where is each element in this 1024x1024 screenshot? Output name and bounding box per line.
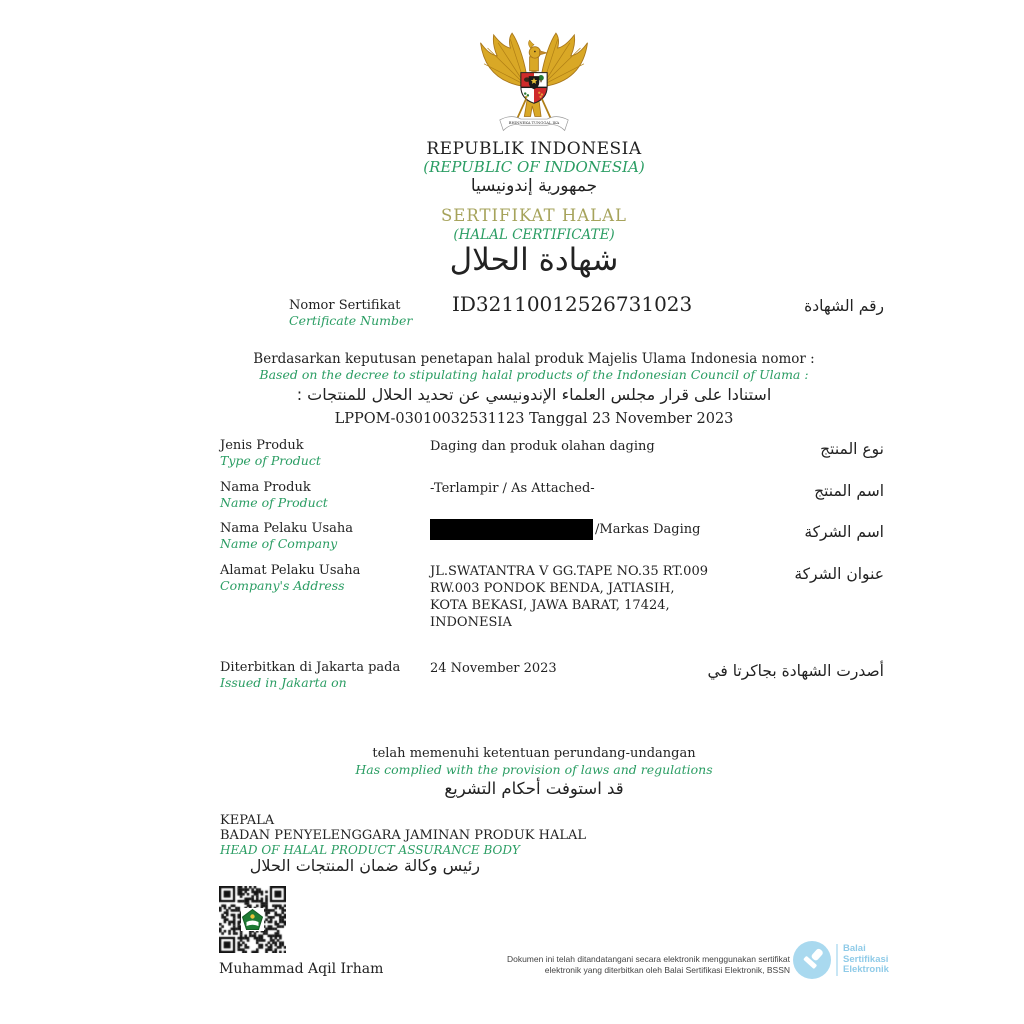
- signatory-name: Muhammad Aqil Irham: [219, 961, 384, 977]
- field-label-ar: اسم المنتج: [814, 482, 884, 500]
- field-value: 24 November 2023: [430, 661, 557, 676]
- logo-word-2: Sertifikasi: [843, 953, 889, 965]
- field-label-en: Type of Product: [220, 453, 321, 468]
- decree-reference: LPPOM-03010032531123 Tanggal 23 November 2023: [334, 411, 734, 427]
- certificate-number-label: [289, 298, 412, 328]
- signatory-title: KEPALA: [220, 813, 275, 828]
- field-label-id: Nama Pelaku Usaha: [220, 521, 353, 536]
- redaction-box: [430, 519, 593, 540]
- certificate-number-label-en: Certificate Number: [289, 313, 413, 328]
- field-value: JL.SWATANTRA V GG.TAPE NO.35 RT.009 RW.003 PONDOK BENDA, JATIASIH, KOTA BEKASI, JAWA BARAT, 17424, INDONESIA: [430, 564, 708, 630]
- field-label-id: Diterbitkan di Jakarta pada: [220, 660, 401, 675]
- compliance-block: [44, 746, 1024, 801]
- bsre-stamp-icon: [793, 941, 831, 979]
- kemenag-logo-icon: [241, 908, 264, 931]
- logo-word-1: Balai: [843, 943, 866, 954]
- field-label-ar: اسم الشركة: [804, 523, 884, 541]
- field-label-id: Jenis Produk: [220, 438, 304, 453]
- disclaimer-line-2: elektronik yang diterbitkan oleh Balai Sertifikasi Elektronik, BSSN: [544, 965, 790, 975]
- field-label-en: Issued in Jakarta on: [220, 675, 347, 690]
- electronic-signature-disclaimer: [507, 954, 790, 976]
- country-name-id: REPUBLIK INDONESIA: [426, 139, 642, 159]
- certificate-number-label-id: Nomor Sertifikat: [289, 298, 401, 313]
- signatory-body-ar: رئيس وكالة ضمان المنتجات الحلال: [249, 856, 480, 875]
- signatory-block: [220, 814, 586, 857]
- field-label-ar: أصدرت الشهادة بجاكرتا في: [707, 662, 884, 680]
- decree-block: [44, 351, 1024, 428]
- field-label-en: Name of Product: [220, 495, 328, 510]
- compliance-line-ar: قد استوفت أحكام التشريع: [444, 779, 624, 798]
- garuda-pancasila-emblem: [477, 28, 591, 140]
- decree-line-ar: استنادا على قرار مجلس العلماء الإندونيسي عن تحديد الحلال للمنتجات :: [296, 385, 772, 404]
- certificate-title-id: SERTIFIKAT HALAL: [440, 206, 628, 225]
- field-label-ar: عنوان الشركة: [794, 565, 884, 583]
- compliance-line-en: Has complied with the provision of laws and regulations: [355, 762, 713, 777]
- field-value: /Markas Daging: [595, 522, 701, 537]
- certificate-number-value: ID32110012526731023: [452, 292, 693, 316]
- disclaimer-line-1: Dokumen ini telah ditandatangani secara elektronik menggunakan sertifikat: [506, 954, 790, 964]
- field-label-id: Nama Produk: [220, 480, 311, 495]
- decree-line-en: Based on the decree to stipulating halal products of the Indonesian Council of Ulama :: [259, 367, 809, 382]
- certificate-title-en: (HALAL CERTIFICATE): [453, 227, 615, 243]
- logo-word-3: Elektronik: [843, 964, 889, 975]
- emblem-motto: BHINNEKA TUNGGAL IKA: [508, 120, 560, 125]
- field-value: Daging dan produk olahan daging: [430, 439, 655, 454]
- country-name-ar: جمهورية إندونيسيا: [470, 176, 598, 196]
- compliance-line-id: telah memenuhi ketentuan perundang-undangan: [372, 746, 696, 761]
- field-label-id: Alamat Pelaku Usaha: [220, 563, 361, 578]
- field-label-en: Name of Company: [220, 536, 338, 551]
- certificate-title-ar: شهادة الحلال: [449, 242, 619, 278]
- logo-divider: [836, 944, 838, 976]
- field-label-ar: نوع المنتج: [820, 440, 884, 458]
- country-name-en: (REPUBLIC OF INDONESIA): [423, 158, 645, 176]
- certificate-number-label-ar: رقم الشهادة: [804, 297, 884, 315]
- field-value: -Terlampir / As Attached-: [430, 481, 595, 496]
- signatory-body-en: HEAD OF HALAL PRODUCT ASSURANCE BODY: [220, 843, 520, 857]
- signatory-body-id: BADAN PENYELENGGARA JAMINAN PRODUK HALAL: [220, 827, 587, 843]
- qr-code: [219, 886, 286, 953]
- balai-sertifikasi-elektronik-logo: [843, 944, 889, 976]
- field-label-en: Company's Address: [220, 578, 345, 593]
- decree-line-id: Berdasarkan keputusan penetapan halal produk Majelis Ulama Indonesia nomor :: [253, 351, 815, 367]
